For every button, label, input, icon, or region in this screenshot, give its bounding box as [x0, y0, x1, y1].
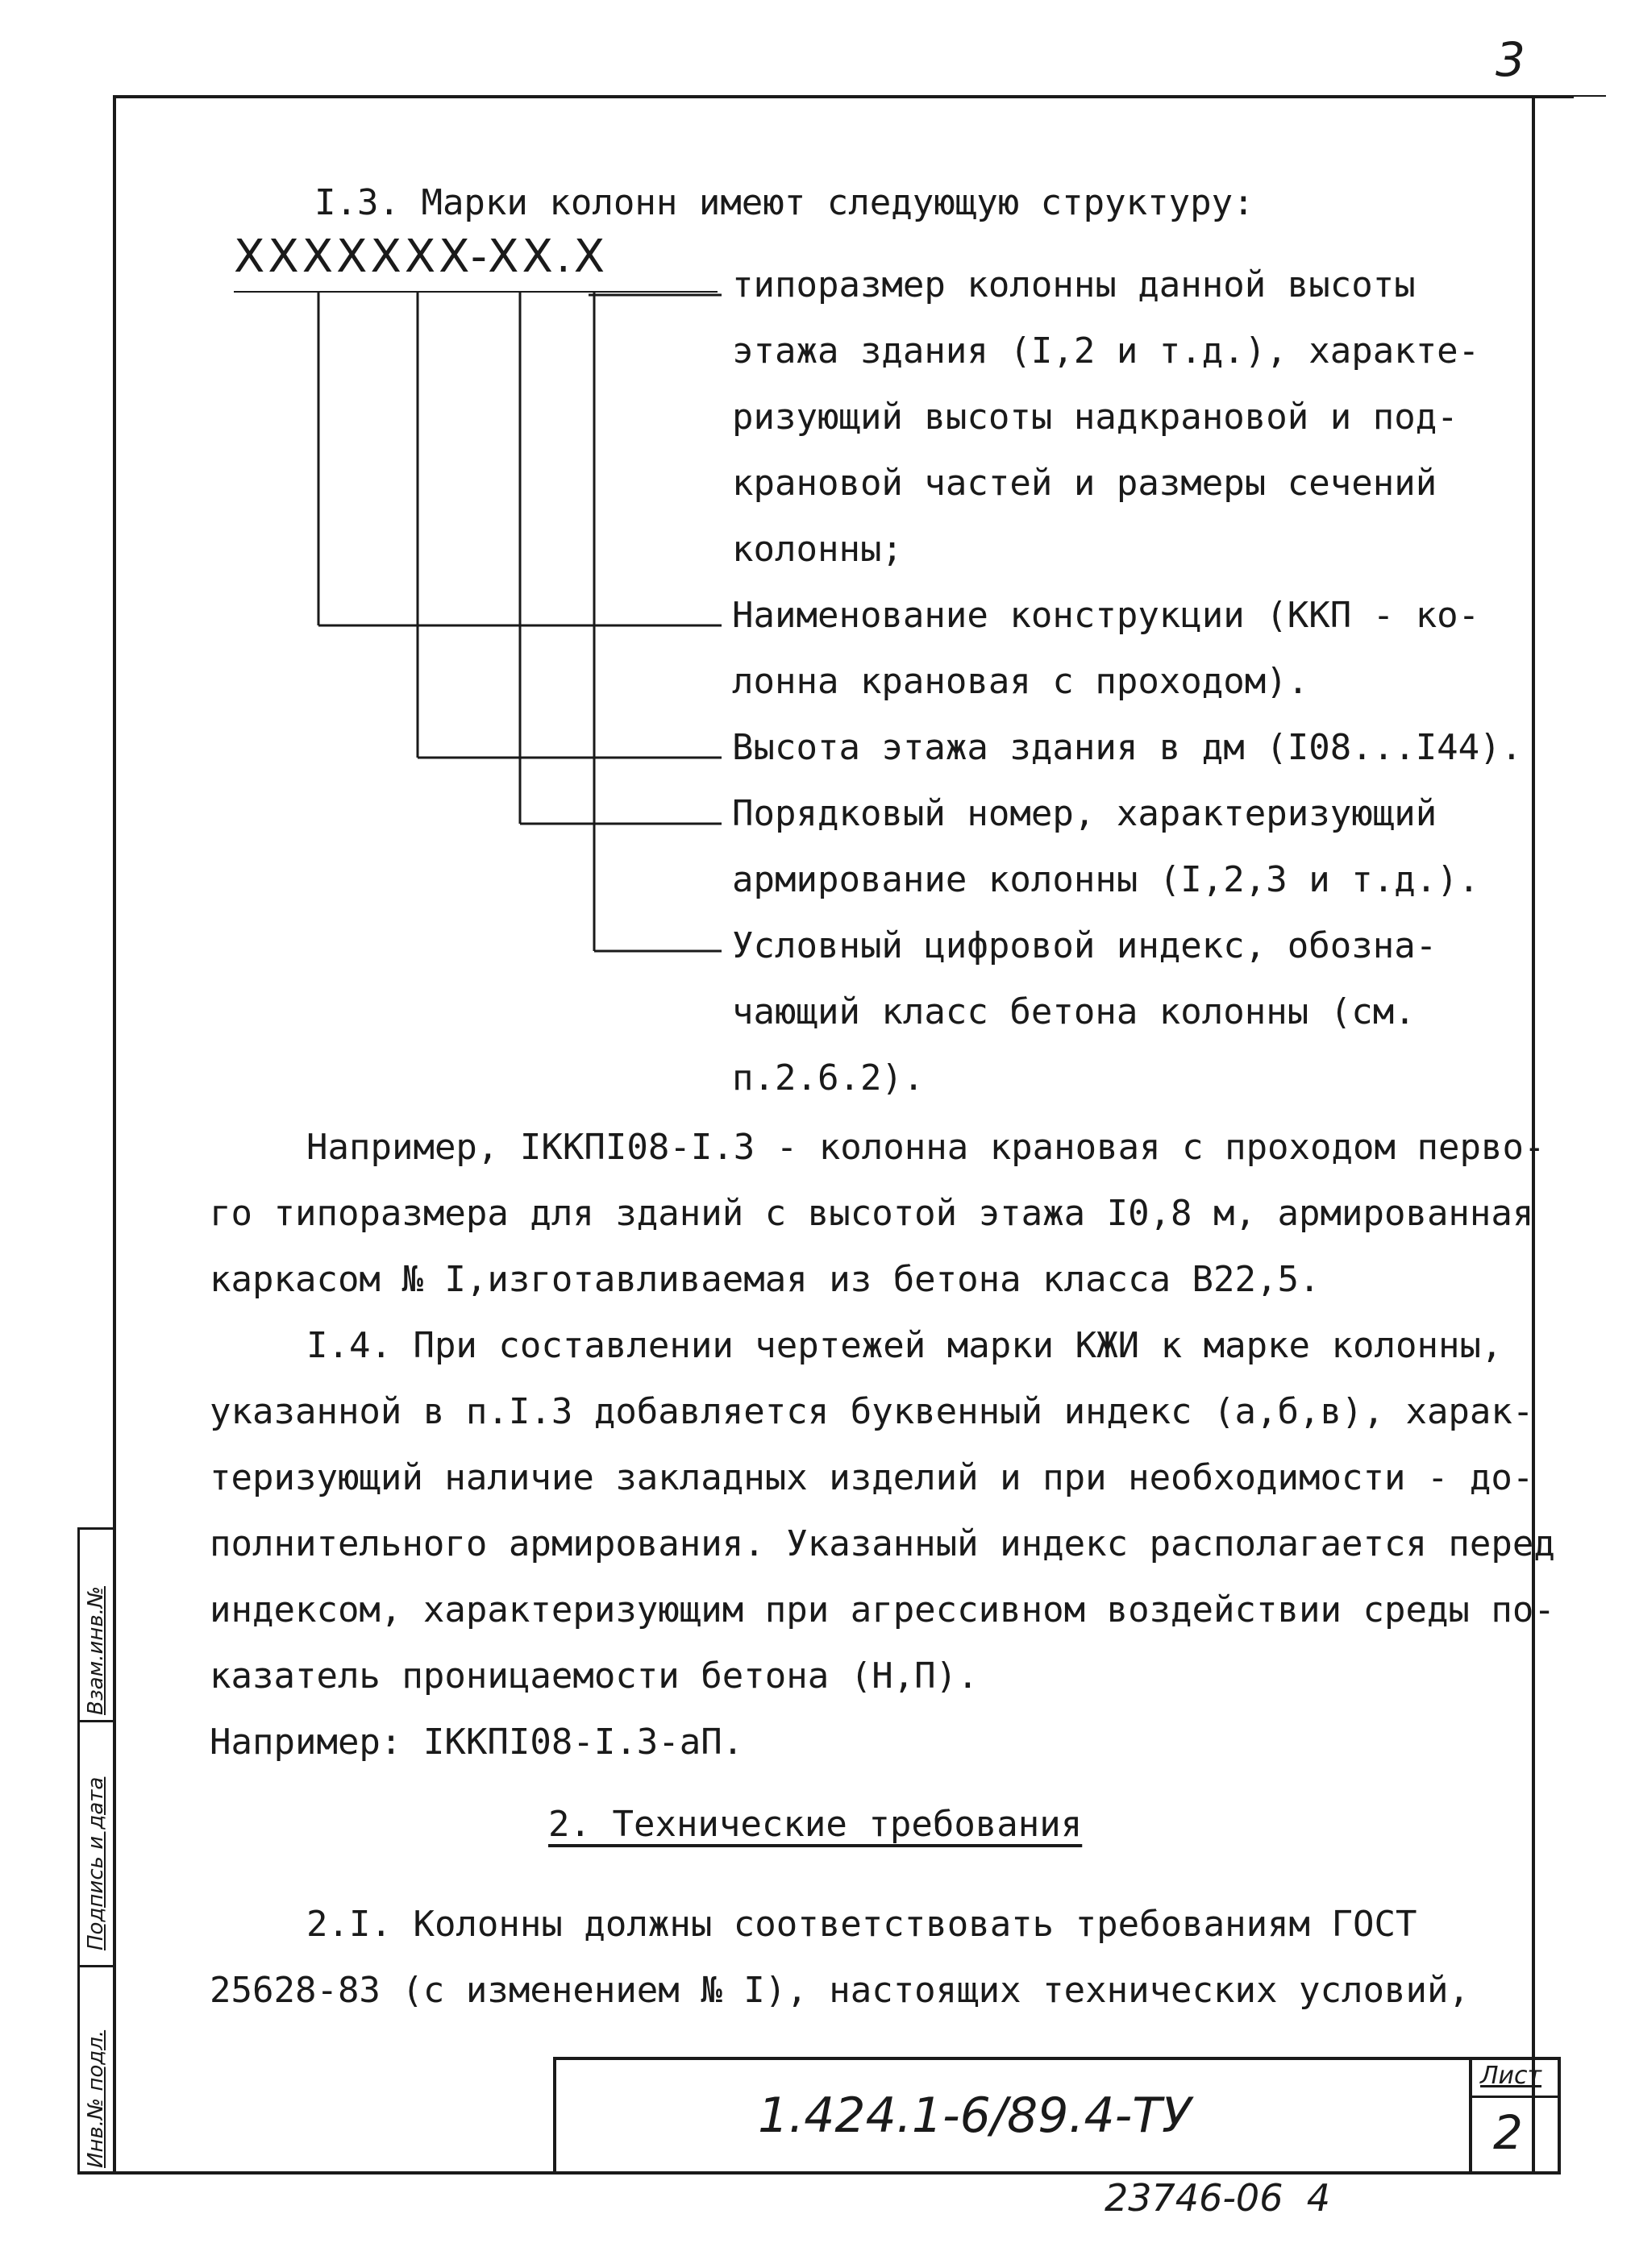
- description-line: этажа здания (I,2 и т.д.), характе-: [732, 330, 1480, 372]
- section-1-4-example: Например: IККПI08-I.3-аП.: [210, 1722, 744, 1763]
- example-line: каркасом № I,изготавливаемая из бетона класса В22,5.: [210, 1259, 1321, 1300]
- side-stamp-vzam-inv: Взам.инв.№: [84, 1586, 108, 1715]
- section-1-4-line: I.4. При составлении чертежей марки КЖИ к марке колонны,: [306, 1325, 1503, 1366]
- side-stamp-top: [77, 1527, 116, 1530]
- description-line: колонны;: [732, 529, 903, 570]
- title-block-sheet-number: 2: [1493, 2105, 1523, 2160]
- example-line: Например, IККПI08-I.3 - колонна крановая с проходом перво-: [306, 1127, 1546, 1168]
- side-stamp-div1: [77, 1720, 116, 1722]
- description-line: ризующий высоты надкрановой и под-: [732, 397, 1458, 438]
- page-number: 3: [1496, 32, 1525, 87]
- code-template: XXXXXXX-XX.X: [234, 231, 609, 283]
- title-block-left: [553, 2057, 556, 2173]
- section-2-line: 25628-83 (с изменением № I), настоящих технических условий,: [210, 1970, 1470, 2011]
- title-block-sheet-label: Лист: [1480, 2062, 1542, 2090]
- title-block-sheet-divider: [1469, 2057, 1472, 2173]
- description-line: п.2.6.2).: [732, 1057, 925, 1099]
- section-2-text: [210, 1904, 1470, 2011]
- description-line: Высота этажа здания в дм (I08...I44).: [732, 727, 1523, 768]
- section-1-4-line: указанной в п.I.3 добавляется буквенный индекс (а,б,в), харак-: [210, 1391, 1534, 1432]
- section-1-4-line: теризующий наличие закладных изделий и при необходимости - до-: [210, 1457, 1534, 1498]
- description-typesize: [732, 264, 1523, 1099]
- description-line: чающий класс бетона колонны (см.: [732, 991, 1416, 1032]
- section-2-title: 2. Технические требования: [548, 1804, 1083, 1845]
- frame-bottom: [77, 2171, 1561, 2175]
- footer-code: 23746-06 4: [1105, 2176, 1330, 2220]
- description-line: Порядковый номер, характеризующий: [732, 793, 1437, 834]
- section-1-4-line: индексом, характеризующим при агрессивном воздействии среды по-: [210, 1589, 1555, 1630]
- title-block-designation: 1.424.1-6/89.4-ТУ: [758, 2087, 1192, 2144]
- title-block-sheet-label-line: [1469, 2096, 1559, 2098]
- side-stamp-div2: [77, 1965, 116, 1967]
- section-2-line: 2.I. Колонны должны соответствовать требованиям ГОСТ: [306, 1904, 1417, 1945]
- description-line: крановой частей и размеры сечений: [732, 463, 1437, 504]
- description-line: лонна крановая с проходом).: [732, 661, 1309, 702]
- side-stamp-inv-podl: Инв.№ подл.: [84, 2029, 108, 2168]
- side-stamp-podpis-data: Подпись и дата: [84, 1776, 108, 1950]
- description-line: Наименование конструкции (ККП - ко-: [732, 595, 1480, 636]
- section-1-4: [210, 1325, 1555, 1763]
- description-line: армирование колонны (I,2,3 и т.д.).: [732, 859, 1480, 900]
- section-1-3-heading: I.3. Марки колонн имеют следующую структуру:: [314, 182, 1254, 223]
- example-line: го типоразмера для зданий с высотой этажа I0,8 м, армированная: [210, 1193, 1534, 1234]
- description-line: Условный цифровой индекс, обозна-: [732, 925, 1437, 966]
- description-line: типоразмер колонны данной высоты: [732, 264, 1416, 305]
- example-paragraph: [210, 1127, 1546, 1300]
- title-block-right: [1558, 2057, 1561, 2173]
- title-block-top: [553, 2057, 1561, 2060]
- section-1-4-line: полнительного армирования. Указанный индекс располагается перед: [210, 1523, 1555, 1564]
- section-1-4-line: казатель проницаемости бетона (Н,П).: [210, 1655, 979, 1697]
- side-stamp-left: [77, 1527, 80, 2175]
